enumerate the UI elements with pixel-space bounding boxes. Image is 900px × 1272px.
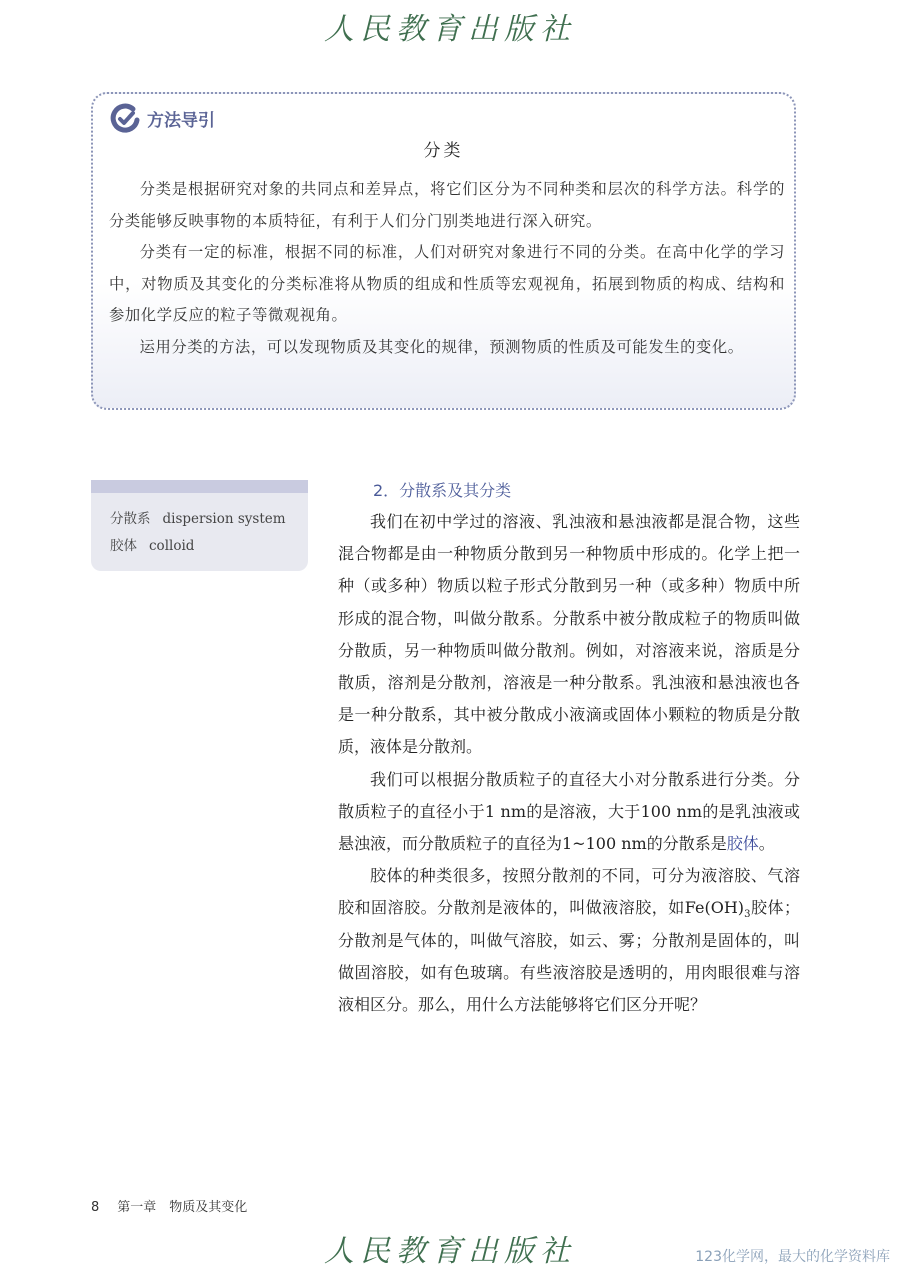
section-title: 2．分散系及其分类	[373, 481, 512, 500]
publisher-logo-top: 人民教育出版社	[324, 12, 576, 47]
page-number: 8	[91, 1200, 100, 1215]
method-paragraph: 分类有一定的标准，根据不同的标准，人们对研究对象进行不同的分类。在高中化学的学习中，对物质及其变化的分类标准将从物质的组成和性质等宏观视角，拓展到物质的构成、结构和参加化学反应的粒子等微观视角。	[109, 243, 785, 324]
method-guide-heading: 分类	[423, 141, 464, 161]
body-text: 我们可以根据分散质粒子的直径大小对分散系进行分类。分散质粒子的直径小于1 nm的是溶液，大于100 nm的是乳浊液或悬浊液，而分散质粒子的直径为1~100 nm的分散系是	[338, 769, 800, 854]
page-footer	[91, 1196, 247, 1215]
glossary-header-bar	[91, 480, 308, 493]
glossary-term-zh: 分散系	[110, 511, 151, 527]
body-paragraph	[338, 764, 800, 861]
subscript: 3	[744, 909, 751, 921]
body-paragraph: 我们在初中学过的溶液、乳浊液和悬浊液都是混合物，这些混合物都是由一种物质分散到另一种物质中形成的。化学上把一种（或多种）物质以粒子形式分散到另一种（或多种）物质中所形成的混合物，叫做分散系。分散系中被分散成粒子的物质叫做分散质，另一种物质叫做分散剂。例如，对溶液来说，溶质是分散质，溶剂是分散剂，溶液是一种分散系。乳浊液和悬浊液也各是一种分散系，其中被分散成小液滴或固体小颗粒的物质是分散质，液体是分散剂。	[338, 512, 800, 757]
body-text: 。	[758, 834, 775, 854]
chapter-title: 第一章 物质及其变化	[117, 1200, 248, 1215]
glossary-item	[110, 533, 308, 560]
glossary-term-en: colloid	[149, 538, 195, 554]
glossary-sidebar	[91, 480, 308, 571]
glossary-term-zh: 胶体	[110, 538, 137, 554]
glossary-term-en: dispersion system	[162, 511, 286, 527]
glossary-item	[110, 506, 308, 533]
body-paragraph	[338, 860, 800, 1021]
publisher-logo-bottom: 人民教育出版社	[324, 1234, 576, 1269]
method-guide-header	[109, 102, 215, 134]
method-guide-label: 方法导引	[147, 110, 215, 131]
glossary-list	[91, 493, 308, 560]
body-text: 胶体；分散剂是气体的，叫做气溶胶，如云、雾；分散剂是固体的，叫做固溶胶，如有色玻璃。有些液溶胶是透明的，用肉眼很难与溶液相区分。那么，用什么方法能够将它们区分开呢？	[338, 898, 800, 1015]
watermark: 123化学网，最大的化学资料库	[695, 1249, 890, 1265]
method-guide-body	[109, 174, 785, 363]
method-guide-box	[91, 92, 796, 410]
key-term-colloid: 胶体	[726, 834, 759, 854]
method-guide-icon	[109, 102, 141, 134]
method-paragraph: 分类是根据研究对象的共同点和差异点，将它们区分为不同种类和层次的科学方法。科学的分类能够反映事物的本质特征，有利于人们分门别类地进行深入研究。	[109, 180, 785, 230]
body-text: 胶体的种类很多，按照分散剂的不同，可分为液溶胶、气溶胶和固溶胶。分散剂是液体的，叫做液溶胶，如Fe(OH)	[338, 866, 800, 918]
method-paragraph: 运用分类的方法，可以发现物质及其变化的规律，预测物质的性质及可能发生的变化。	[139, 337, 744, 356]
main-text	[338, 506, 800, 1021]
